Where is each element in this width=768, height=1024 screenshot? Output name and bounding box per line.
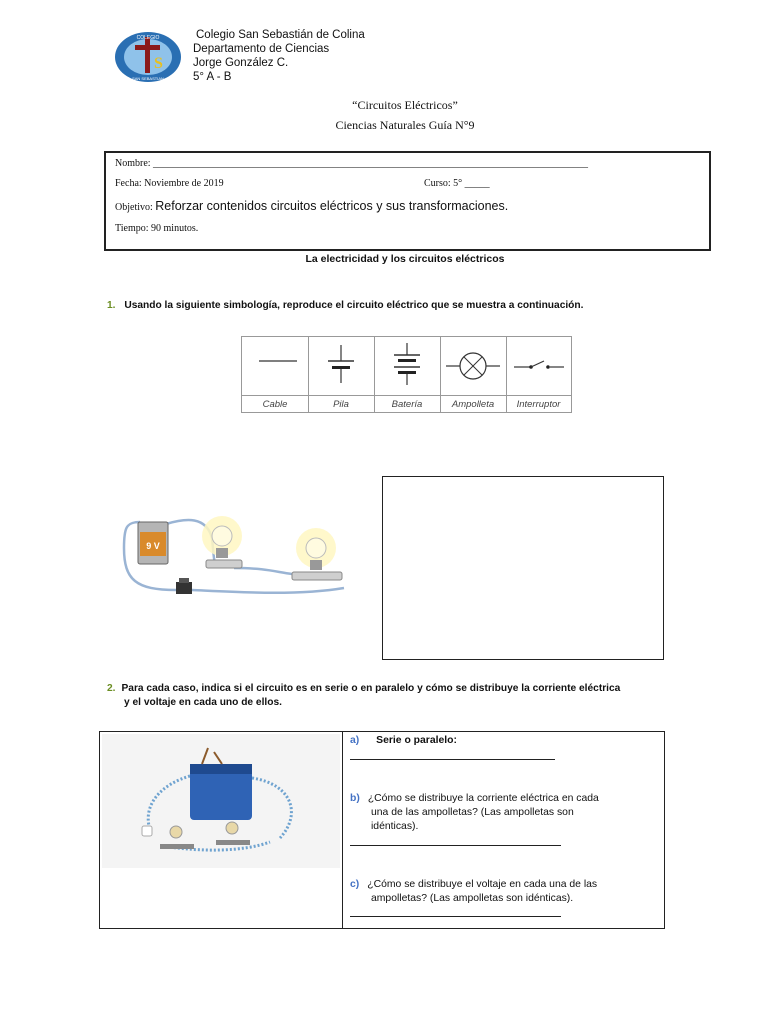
department-name: Departamento de Ciencias [193, 43, 330, 55]
school-header [193, 28, 365, 84]
subquestion-a-letter: a) [350, 735, 360, 746]
interruptor-symbol-icon [506, 337, 571, 395]
name-label: Nombre: [115, 158, 151, 169]
time-label: Tiempo: 90 minutos. [115, 223, 199, 234]
symbol-label-bateria: Batería [391, 399, 423, 410]
date-label: Fecha: Noviembre de 2019 [115, 178, 224, 189]
section-title: La electricidad y los circuitos eléctricos [305, 253, 505, 265]
question-2-number: 2. [107, 683, 116, 694]
symbol-cell-pila [308, 337, 375, 412]
name-blank[interactable]: _______________________________________________________________________________________ [153, 158, 589, 169]
symbol-label-pila: Pila [333, 399, 349, 410]
document-title: “Circuitos Eléctricos” [352, 98, 458, 112]
question-1-number: 1. [107, 300, 116, 311]
question-1 [107, 299, 583, 313]
symbol-label-interruptor: Interruptor [516, 399, 561, 410]
question-1-text: Usando la siguiente simbología, reproduce el circuito eléctrico que se muestra a continuación. [124, 300, 584, 311]
subquestion-b-line-1: ¿Cómo se distribuye la corriente eléctrica en cada [367, 793, 599, 804]
subquestion-c-line-1: ¿Cómo se distribuye el voltaje en cada una de las [367, 879, 598, 890]
student-info-box [104, 151, 711, 251]
question-2-line-1: Para cada caso, indica si el circuito es en serie o en paralelo y cómo se distribuye la corriente eléctrica [121, 683, 621, 694]
subquestion-a [350, 734, 457, 748]
series-circuit-illustration [116, 508, 356, 600]
subquestion-c [350, 878, 650, 906]
symbol-label-ampolleta: Ampolleta [451, 399, 495, 410]
cable-symbol-icon [242, 337, 308, 395]
subquestion-b [350, 792, 650, 834]
objective-label: Objetivo: [115, 202, 153, 213]
subquestion-b-letter: b) [350, 793, 360, 804]
objective-row [115, 199, 508, 213]
logo-letter: S [154, 55, 163, 72]
symbol-table [241, 336, 572, 413]
circuit-drawing-area[interactable] [382, 476, 664, 660]
pila-symbol-icon [308, 337, 374, 395]
answer-line-c[interactable] [350, 916, 561, 917]
subquestion-b-line-3: idénticas). [371, 821, 419, 832]
bateria-symbol-icon [374, 337, 440, 395]
question-table [99, 731, 665, 929]
answer-line-b[interactable] [350, 845, 561, 846]
subquestion-c-letter: c) [350, 879, 360, 890]
switch-icon [176, 578, 192, 594]
document-subtitle: Ciencias Naturales Guía N°9 [335, 118, 475, 132]
question-2 [107, 682, 727, 710]
parallel-circuit-photo [102, 734, 340, 868]
battery-9v-icon [138, 522, 168, 564]
subquestion-c-line-2: ampolletas? (Las ampolletas son idénticas). [371, 893, 574, 904]
school-logo [114, 30, 182, 84]
school-name: Colegio San Sebastián de Colina [196, 29, 365, 41]
symbol-cell-interruptor [506, 337, 571, 412]
course-label: Curso: 5° _____ [424, 178, 490, 189]
objective-text: Reforzar contenidos circuitos eléctricos y sus transformaciones. [155, 199, 509, 213]
subquestion-b-line-2: una de las ampolletas? (Las ampolletas son [371, 807, 574, 818]
subquestion-a-text: Serie o paralelo: [376, 735, 457, 746]
grade-label: 5° A - B [193, 71, 232, 83]
battery-label: 9 V [146, 541, 160, 551]
symbol-cell-bateria [374, 337, 441, 412]
logo-text-bottom: SAN SEBASTIAN [132, 76, 164, 81]
symbol-cell-ampolleta [440, 337, 507, 412]
question-2-line-2: y el voltaje en cada uno de ellos. [124, 697, 282, 708]
name-row [115, 158, 588, 169]
ampolleta-symbol-icon [440, 337, 506, 395]
symbol-cell-cable [242, 337, 309, 412]
symbol-label-cable: Cable [262, 399, 288, 410]
answer-line-a[interactable] [350, 759, 555, 760]
bulb-2-icon [292, 528, 342, 580]
bulb-1-icon [202, 516, 242, 568]
logo-text-top: COLEGIO [136, 35, 160, 41]
teacher-name: Jorge González C. [193, 57, 289, 69]
